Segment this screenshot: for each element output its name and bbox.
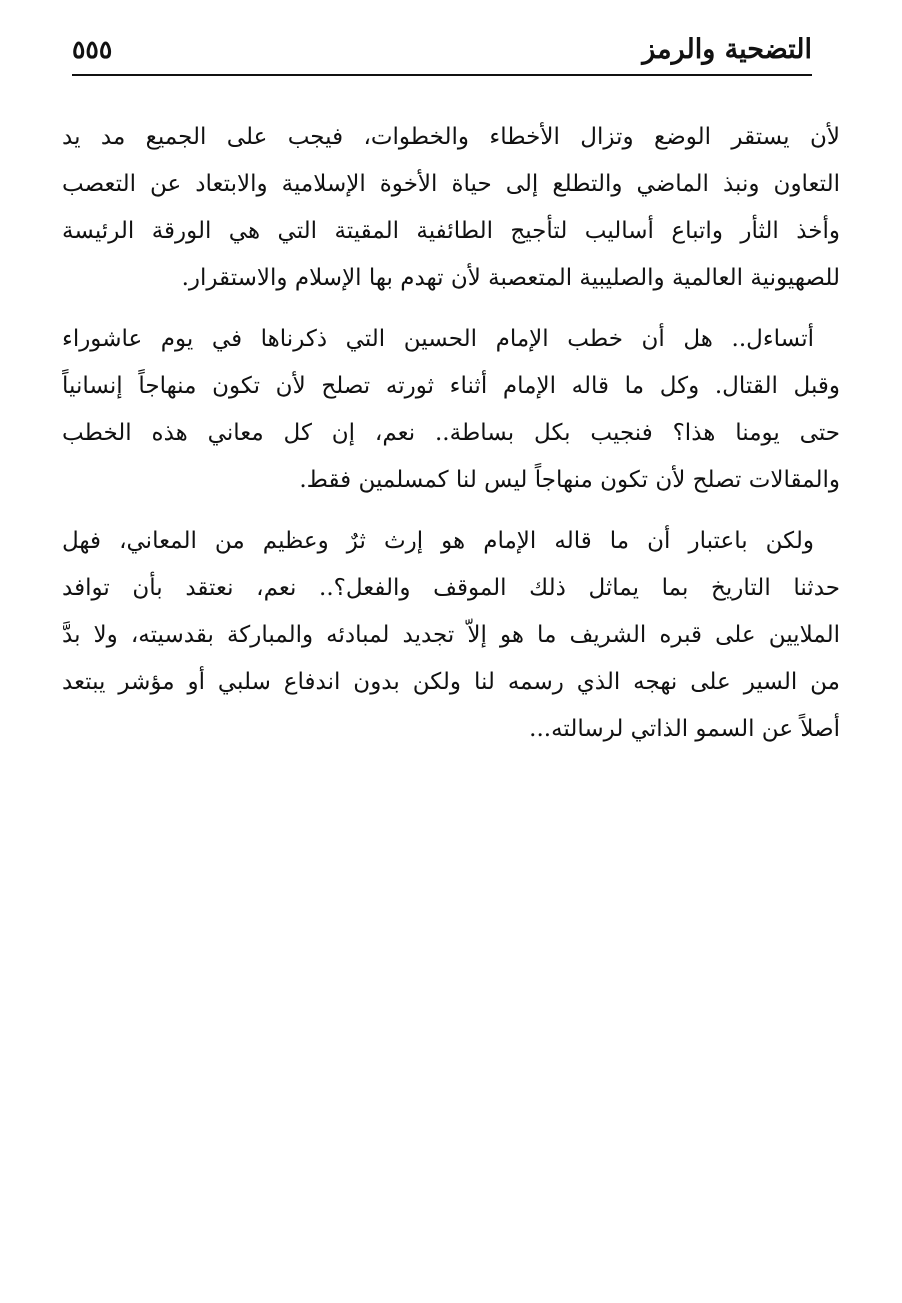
running-header	[72, 28, 812, 72]
text-line: ولكن باعتبار أن ما قاله الإمام هو إرث ثرٌ وعظيم من المعاني، فهل	[62, 528, 814, 554]
text-line: أصلاً عن السمو الذاتي لرسالته...	[529, 716, 840, 742]
paragraph-3	[62, 518, 840, 753]
text-line: من السير على نهجه الذي رسمه لنا ولكن بدون اندفاع سلبي أو مؤشر يبتعد	[62, 669, 840, 695]
text-line: وقبل القتال. وكل ما قاله الإمام أثناء ثورته تصلح لأن تكون منهاجاً إنسانياً	[62, 373, 840, 399]
text-line: والمقالات تصلح لأن تكون منهاجاً ليس لنا كمسلمين فقط.	[299, 467, 840, 493]
chapter-title: التضحية والرمز	[642, 34, 812, 65]
text-line: حدثنا التاريخ بما يماثل ذلك الموقف والفعل؟.. نعم، نعتقد بأن توافد	[62, 575, 840, 601]
text-line: أتساءل.. هل أن خطب الإمام الحسين التي ذكرناها في يوم عاشوراء	[62, 326, 814, 352]
paragraph-2	[62, 316, 840, 504]
header-rule	[72, 74, 812, 76]
paragraph-1	[62, 114, 840, 302]
text-line: لأن يستقر الوضع وتزال الأخطاء والخطوات، فيجب على الجميع مد يد	[62, 124, 840, 150]
text-line: وأخذ الثأر واتباع أساليب لتأجيج الطائفية المقيتة التي هي الورقة الرئيسة	[62, 218, 840, 244]
text-line: الملايين على قبره الشريف ما هو إلاّ تجديد لمبادئه والمباركة بقدسيته، ولا بدَّ	[62, 622, 840, 648]
body-text	[62, 114, 840, 767]
text-line: حتى يومنا هذا؟ فنجيب بكل بساطة.. نعم، إن كل معاني هذه الخطب	[62, 420, 840, 446]
page-number: ٥٥٥	[72, 35, 113, 64]
text-line: للصهيونية العالمية والصليبية المتعصبة لأن تهدم بها الإسلام والاستقرار.	[181, 265, 840, 291]
text-line: التعاون ونبذ الماضي والتطلع إلى حياة الأخوة الإسلامية والابتعاد عن التعصب	[62, 171, 840, 197]
